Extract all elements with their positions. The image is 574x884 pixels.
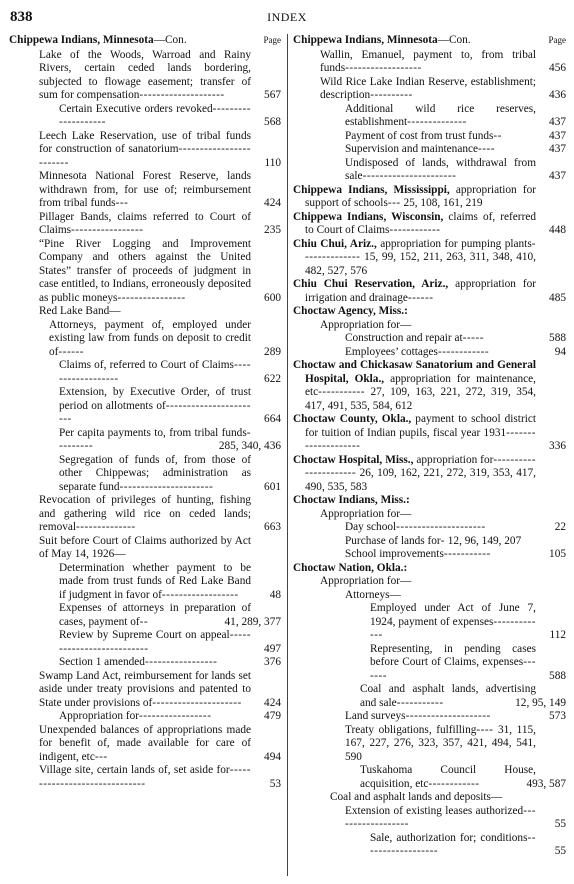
- entry-text: “Pine River Logging and Improvement Company and others against the United States” transfer of proceeds of judgment in case entitled, to Indians, erroneously deposited as public moneys: [39, 237, 251, 304]
- page-reference: 336: [549, 440, 566, 452]
- dot-leader: --------------------: [305, 426, 536, 452]
- index-entry: [293, 359, 566, 413]
- index-entry: [9, 211, 281, 238]
- index-entry: [9, 710, 281, 724]
- column-divider: [287, 34, 288, 876]
- entry-heading: Choctaw Nation, Okla.:: [293, 561, 408, 574]
- index-entry: [9, 359, 281, 386]
- entry-text: Suit before Court of Claims authorized by Act of May 14, 1926—: [39, 534, 251, 560]
- dot-leader: ----------------: [117, 291, 186, 304]
- dot-leader: ------------------: [59, 359, 251, 385]
- index-entry: [293, 143, 566, 157]
- index-entry: [293, 49, 566, 76]
- entry-text: Per capita payments to, from tribal funds: [59, 426, 247, 439]
- entry-text: Certain Executive orders revoked: [59, 102, 213, 115]
- index-entry: [9, 103, 281, 130]
- index-entry: [293, 76, 566, 103]
- entry-text: Coal and asphalt lands, advertising and sale: [360, 683, 536, 709]
- page-reference: 494: [264, 750, 281, 763]
- index-entry: [9, 427, 281, 454]
- page-reference: 22: [554, 521, 566, 533]
- page-reference: 31, 115, 167, 227, 276, 323, 357, 421, 494, 541, 590: [345, 723, 536, 763]
- page-reference: 600: [264, 291, 281, 304]
- dot-leader: ------------------: [345, 62, 422, 74]
- page-reference: 285, 340, 436: [218, 440, 281, 452]
- entry-text: appropriation for support of schools: [305, 183, 536, 209]
- index-entry: [293, 332, 566, 346]
- entry-text: Additional wild rice reserves, establishment: [345, 102, 536, 128]
- index-entry: [9, 656, 281, 670]
- page-reference: 588: [549, 669, 566, 682]
- entry-heading: Choctaw and Chickasaw Sanatorium and General Hospital, Okla.,: [293, 359, 536, 385]
- page-number: 838: [10, 9, 33, 25]
- page-reference: 26, 109, 162, 221, 272, 319, 353, 417, 490, 535, 583: [305, 467, 536, 493]
- entry-heading: Choctaw Hospital, Miss.,: [293, 453, 414, 466]
- index-entry: [293, 832, 566, 859]
- entry-text: Attorneys—: [345, 588, 401, 601]
- index-entry: [293, 278, 566, 305]
- entry-text: Appropriation for—: [320, 318, 412, 331]
- entry-text: Sale, authorization for; conditions: [370, 831, 528, 844]
- index-entry: [9, 494, 281, 535]
- dot-leader: ----------: [370, 89, 413, 101]
- page-reference: 12, 96, 149, 207: [447, 534, 522, 547]
- entry-text: Attorneys, payment of, employed under existing law from funds on deposit to credit of: [49, 318, 251, 358]
- page-reference: 448: [549, 224, 566, 236]
- right-entries: [293, 49, 566, 859]
- entry-text: appropriation for irrigation and drainage: [305, 278, 536, 304]
- dot-leader: --------------------: [405, 710, 491, 722]
- index-entry: [293, 319, 566, 333]
- entry-text: Determination whether payment to be made from trust funds of Red Lake Band if judgment in favor of: [59, 561, 251, 601]
- page-reference: 55: [554, 818, 566, 830]
- index-entry: [293, 710, 566, 724]
- page-reference: 437: [549, 143, 566, 155]
- entry-heading: Chiu Chui, Ariz.,: [293, 237, 377, 250]
- entry-text: Village site, certain lands of, set aside for: [39, 764, 230, 776]
- page-reference: 437: [549, 170, 566, 182]
- page-reference: 437: [549, 116, 566, 128]
- right-column: [293, 34, 566, 859]
- index-entry: [293, 791, 566, 805]
- page-reference: 48: [269, 588, 281, 601]
- index-entry: [293, 238, 566, 279]
- page-column-label: Page: [263, 35, 281, 45]
- page-reference: 497: [264, 642, 281, 655]
- entry-text: Purchase of lands for: [345, 534, 441, 547]
- dot-leader: --------------: [407, 116, 467, 128]
- dot-leader: -----------------: [139, 710, 212, 722]
- entry-text: Leech Lake Reservation, use of tribal funds for construction of sanatorium: [39, 129, 251, 155]
- page-reference: 424: [264, 696, 281, 709]
- index-entry: [293, 562, 566, 576]
- entry-text: Section 1 amended: [59, 656, 145, 668]
- index-entry: [9, 454, 281, 495]
- entry-heading: Choctaw County, Okla.,: [293, 413, 412, 425]
- entry-text: Employees’ cottages: [345, 345, 438, 358]
- dot-leader: --------------------: [59, 102, 251, 128]
- index-entry: [293, 494, 566, 508]
- entry-text: Supervision and maintenance: [345, 143, 479, 155]
- entry-heading: Chiu Chui Reservation, Ariz.,: [293, 278, 449, 290]
- dot-leader: ---------------------: [152, 696, 242, 709]
- page-reference: 105: [549, 548, 566, 560]
- entry-text: Wallin, Emanuel, payment to, from tribal funds: [320, 48, 536, 74]
- entry-text: Undisposed of lands, withdrawal from sale: [345, 156, 536, 182]
- index-entry: [293, 535, 566, 549]
- index-entry: [293, 521, 566, 535]
- page-reference: 110: [264, 156, 281, 169]
- page-reference: 485: [549, 291, 566, 304]
- index-entry: [293, 683, 566, 710]
- dot-leader: ------------------: [161, 588, 239, 601]
- entry-text: Appropriation for: [59, 710, 139, 722]
- index-entry: [9, 602, 281, 629]
- index-entry: [293, 602, 566, 643]
- entry-text: Payment of cost from trust funds: [345, 129, 494, 142]
- entry-text: Extension, by Executive Order, of trust period on allotments of: [59, 386, 251, 412]
- entry-text: Segregation of funds of, from those of other Chippewas; administration as separate fund: [59, 453, 251, 493]
- left-entries: [9, 49, 281, 792]
- entry-heading: Chippewa Indians, Wisconsin,: [293, 210, 444, 223]
- dot-leader: ------------------------------: [39, 764, 251, 790]
- dot-leader: ------------: [389, 224, 441, 236]
- dot-leader: --------------: [305, 237, 536, 263]
- index-entry: [293, 413, 566, 454]
- entry-text: Appropriation for—: [320, 507, 412, 520]
- dot-leader: ---------: [59, 426, 251, 452]
- index-entry: [9, 535, 281, 562]
- page-reference: 15, 99, 152, 211, 263, 311, 348, 410, 482, 527, 576: [305, 251, 536, 277]
- entry-text: Employed under Act of June 7, 1924, payment of expenses: [370, 602, 536, 628]
- entry-text: appropriation for pumping plants: [376, 237, 532, 250]
- index-entry: [9, 305, 281, 319]
- entry-text: Lake of the Woods, Warroad and Rainy Rivers, certain ceded lands bordering, subjected to flowage easement; transfer of sum for compensation: [39, 48, 251, 101]
- page-reference: 112: [549, 629, 566, 641]
- dot-leader: ------: [407, 291, 434, 304]
- dot-leader: -: [440, 534, 445, 547]
- dot-leader: ----: [476, 723, 494, 736]
- page-reference: 376: [264, 656, 281, 668]
- dot-leader: ------------------: [370, 831, 536, 857]
- index-entry: [293, 508, 566, 522]
- page-reference: 12, 95, 149: [515, 696, 566, 709]
- page-reference: 436: [549, 89, 566, 101]
- dot-leader: -------------: [370, 615, 536, 641]
- page-reference: 663: [264, 521, 281, 533]
- dot-leader: -----: [462, 332, 484, 344]
- entry-text: claims of, referred to Court of Claims: [305, 210, 536, 236]
- page-reference: 235: [264, 224, 281, 236]
- page-reference: 41, 289, 377: [224, 615, 281, 628]
- index-entry: [9, 170, 281, 211]
- entry-text: Pillager Bands, claims referred to Court of Claims: [39, 210, 251, 236]
- page-reference: 493, 587: [526, 777, 566, 790]
- page-reference: 601: [264, 480, 281, 493]
- dot-leader: ----------------------: [362, 170, 457, 182]
- dot-leader: ----------------------: [119, 480, 214, 493]
- page-reference: 664: [264, 413, 281, 425]
- entry-text: Coal and asphalt lands and deposits—: [330, 791, 503, 803]
- index-entry: [9, 764, 281, 791]
- dot-leader: ------: [58, 345, 84, 358]
- dot-leader: -----------: [396, 696, 444, 709]
- index-entry: [293, 184, 566, 211]
- dot-leader: ------------: [428, 777, 480, 790]
- dot-leader: ----------------------: [305, 453, 536, 479]
- dot-leader: -----------: [443, 548, 491, 560]
- page-reference: 456: [549, 62, 566, 74]
- dot-leader: ---: [94, 750, 108, 763]
- entry-text: Appropriation for—: [320, 575, 412, 587]
- entry-text: Extension of existing leases authorized: [345, 804, 524, 817]
- index-entry: [293, 589, 566, 603]
- page-reference: 573: [549, 710, 566, 722]
- entry-text: Land surveys: [345, 710, 406, 722]
- page-reference: 424: [264, 197, 281, 209]
- dot-leader: -----------------: [144, 656, 218, 668]
- index-entry: [293, 454, 566, 495]
- entry-text: Expenses of attorneys in preparation of cases, payment of: [59, 602, 251, 628]
- index-entry: [9, 130, 281, 171]
- dot-leader: ------------------: [345, 804, 536, 830]
- page-reference: 94: [554, 345, 566, 358]
- index-entry: [9, 319, 281, 360]
- entry-text: Unexpended balances of appropriations made for benefit of, made available for care of indigent, etc: [39, 723, 251, 763]
- entry-text: Tuskahoma Council House, acquisition, etc: [360, 764, 536, 790]
- page-reference: 27, 109, 163, 221, 272, 319, 354, 417, 491, 535, 584, 612: [305, 386, 537, 412]
- page-column-label: Page: [548, 35, 566, 45]
- index-entry: [9, 670, 281, 711]
- page-reference: 25, 108, 161, 219: [403, 197, 483, 209]
- index-entry: [293, 211, 566, 238]
- index-entry: [9, 238, 281, 306]
- entry-text: payment to school district for tuition of Indian pupils, fiscal year 1931: [305, 413, 537, 439]
- index-entry: [293, 548, 566, 562]
- dot-leader: --: [493, 129, 502, 142]
- entry-text: Swamp Land Act, reimbursement for lands set aside under treaty provisions and patented to State under provisions of: [39, 669, 251, 709]
- index-entry: [293, 764, 566, 791]
- dot-leader: --------------------: [139, 89, 225, 101]
- heading-suffix: —Con.: [437, 34, 471, 46]
- page-reference: 437: [549, 129, 566, 142]
- page-reference: 289: [264, 345, 281, 358]
- left-column-heading: [9, 34, 281, 48]
- entry-text: Wild Rice Lake Indian Reserve, establishment; description: [320, 75, 536, 101]
- entry-heading: Choctaw Agency, Miss.:: [293, 305, 408, 317]
- index-entry: [293, 724, 566, 765]
- entry-text: Minnesota National Forest Reserve, lands withdrawn from, for use of; reimbursement from tribal funds: [39, 170, 251, 209]
- dot-leader: ---: [115, 197, 129, 209]
- entry-text: Revocation of privileges of hunting, fishing and gathering wild rice on ceded lands; removal: [39, 494, 251, 533]
- dot-leader: ----: [478, 143, 496, 155]
- right-column-heading: [293, 34, 566, 48]
- running-head: INDEX: [267, 10, 307, 24]
- entry-text: appropriation for maintenance, etc: [305, 372, 536, 398]
- index-entry: [293, 157, 566, 184]
- entry-text: Day school: [345, 521, 397, 533]
- entry-text: Treaty obligations, fulfilling: [345, 723, 477, 736]
- entry-text: Construction and repair at: [345, 332, 463, 344]
- dot-leader: -----------------------: [59, 399, 251, 425]
- index-entry: [293, 575, 566, 589]
- dot-leader: -------: [370, 656, 536, 682]
- index-entry: [293, 805, 566, 832]
- heading-title: Chippewa Indians, Minnesota: [9, 34, 154, 46]
- index-entry: [9, 49, 281, 103]
- entry-text: appropriation for: [413, 453, 494, 466]
- index-entry: [293, 305, 566, 319]
- index-entry: [9, 562, 281, 603]
- index-entry: [9, 386, 281, 427]
- dot-leader: --: [139, 615, 149, 628]
- left-column: [9, 34, 281, 791]
- page-reference: 55: [554, 845, 566, 857]
- entry-text: Red Lake Band—: [39, 305, 121, 317]
- page-reference: 53: [269, 777, 281, 790]
- entry-heading: Choctaw Indians, Miss.:: [293, 494, 410, 506]
- dot-leader: ---: [387, 197, 401, 209]
- dot-leader: --------------------------: [59, 629, 251, 655]
- index-entry: [293, 643, 566, 684]
- index-entry: [9, 629, 281, 656]
- dot-leader: -----------------: [71, 224, 144, 236]
- heading-suffix: —Con.: [153, 34, 187, 46]
- index-entry: [293, 130, 566, 144]
- entry-text: Review by Supreme Court on appeal: [59, 629, 230, 641]
- dot-leader: -----------: [318, 386, 366, 398]
- page-reference: 622: [264, 372, 281, 385]
- page-reference: 588: [549, 332, 566, 344]
- entry-text: School improvements: [345, 548, 444, 560]
- dot-leader: ------------------------: [39, 143, 251, 169]
- dot-leader: ---------------------: [396, 521, 486, 533]
- index-entry: [293, 103, 566, 130]
- heading-title: Chippewa Indians, Minnesota: [293, 34, 438, 46]
- entry-text: Claims of, referred to Court of Claims: [59, 359, 234, 371]
- dot-leader: --------------: [76, 521, 136, 533]
- page-reference: 479: [264, 710, 281, 722]
- page-reference: 567: [264, 89, 281, 101]
- index-entry: [293, 346, 566, 360]
- index-entry: [9, 724, 281, 765]
- entry-text: Representing, in pending cases before Court of Claims, expenses: [370, 642, 536, 668]
- entry-heading: Chippewa Indians, Mississippi,: [293, 183, 450, 196]
- dot-leader: ------------: [437, 345, 490, 358]
- page-reference: 568: [264, 116, 281, 128]
